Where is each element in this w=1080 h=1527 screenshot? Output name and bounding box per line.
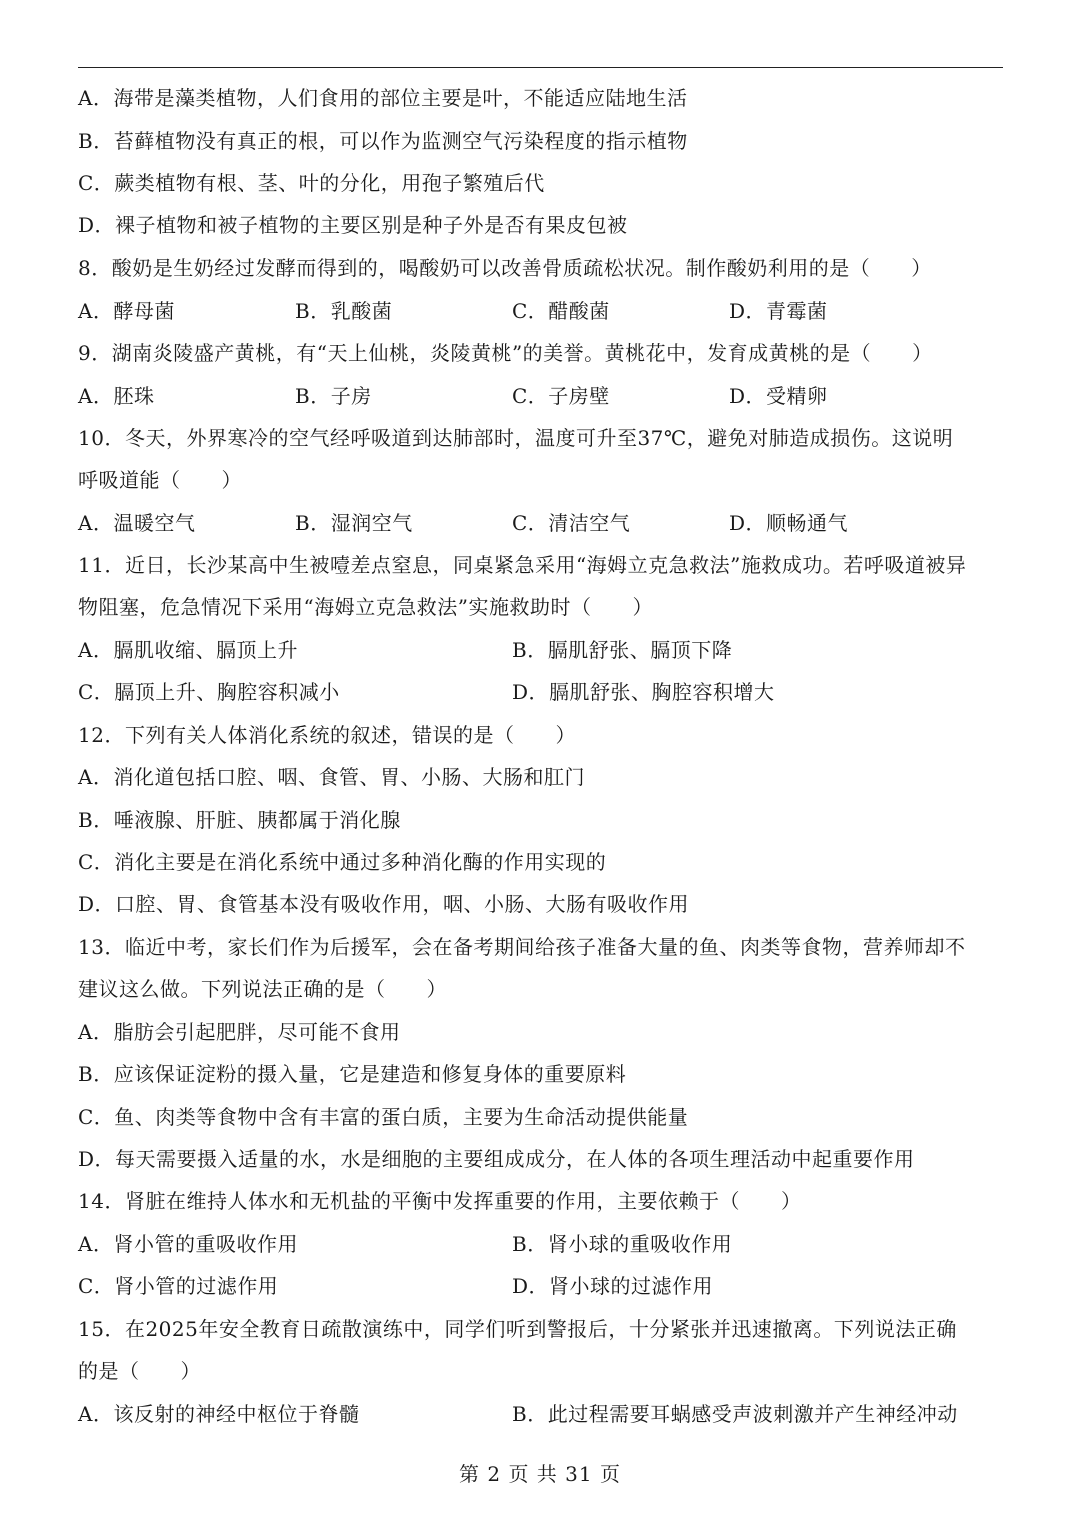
q9-stem: 9．湖南炎陵盛产黄桃，有“天上仙桃，炎陵黄桃”的美誉。黄桃花中，发育成黄桃的是（ ） xyxy=(78,341,933,365)
page-number: 第 2 页 共 31 页 xyxy=(459,1462,621,1486)
q8-option-c: C．醋酸菌 xyxy=(512,299,610,323)
q11-options-row-2 xyxy=(78,678,1008,706)
q11-option-c: C．膈顶上升、胸腔容积减小 xyxy=(78,680,340,704)
q10-option-b: B．湿润空气 xyxy=(295,511,413,535)
header-rule xyxy=(78,67,1003,68)
q14-option-b: B．肾小球的重吸收作用 xyxy=(512,1232,733,1256)
q9-option-c: C．子房壁 xyxy=(512,384,610,408)
prev-option-d: D．裸子植物和被子植物的主要区别是种子外是否有果皮包被 xyxy=(78,213,628,237)
q13-stem-line-1: 13．临近中考，家长们作为后援军，会在备考期间给孩子准备大量的鱼、肉类等食物，营养师却不 xyxy=(78,935,966,959)
q12-option-a: A．消化道包括口腔、咽、食管、胃、小肠、大肠和肛门 xyxy=(78,765,585,789)
q13-option-c: C．鱼、肉类等食物中含有丰富的蛋白质，主要为生命活动提供能量 xyxy=(78,1105,689,1129)
q13-stem-line-2: 建议这么做。下列说法正确的是（ ） xyxy=(78,977,447,1001)
q14-options-row-2 xyxy=(78,1272,1008,1300)
q8-options xyxy=(78,297,1008,325)
q11-stem-line-2: 物阻塞，危急情况下采用“海姆立克急救法”实施救助时（ ） xyxy=(78,595,653,619)
q15-option-a: A．该反射的神经中枢位于脊髓 xyxy=(78,1402,360,1426)
q10-option-a: A．温暖空气 xyxy=(78,511,196,535)
q9-options xyxy=(78,382,1008,410)
q9-option-b: B．子房 xyxy=(295,384,372,408)
q11-stem-line-1: 11．近日，长沙某高中生被噎差点窒息，同桌紧急采用“海姆立克急救法”施救成功。若呼吸道被异 xyxy=(78,553,967,577)
q12-option-b: B．唾液腺、肝脏、胰都属于消化腺 xyxy=(78,808,401,832)
q13-option-d: D．每天需要摄入适量的水，水是细胞的主要组成成分，在人体的各项生理活动中起重要作用 xyxy=(78,1147,915,1171)
q9-option-a: A．胚珠 xyxy=(78,384,155,408)
q11-option-a: A．膈肌收缩、膈顶上升 xyxy=(78,638,298,662)
q14-option-a: A．肾小管的重吸收作用 xyxy=(78,1232,298,1256)
q12-stem: 12．下列有关人体消化系统的叙述，错误的是（ ） xyxy=(78,723,576,747)
prev-option-b: B．苔藓植物没有真正的根，可以作为监测空气污染程度的指示植物 xyxy=(78,129,688,153)
q10-option-c: C．清洁空气 xyxy=(512,511,631,535)
q11-option-b: B．膈肌舒张、膈顶下降 xyxy=(512,638,733,662)
q11-options-row-1 xyxy=(78,636,1008,664)
q14-options-row-1 xyxy=(78,1230,1008,1258)
q8-option-a: A．酵母菌 xyxy=(78,299,175,323)
q10-option-d: D．顺畅通气 xyxy=(729,511,849,535)
q12-option-c: C．消化主要是在消化系统中通过多种消化酶的作用实现的 xyxy=(78,850,607,874)
q15-options-row-1 xyxy=(78,1400,1008,1428)
prev-option-a: A．海带是藻类植物，人们食用的部位主要是叶，不能适应陆地生活 xyxy=(78,86,688,110)
q14-option-c: C．肾小管的过滤作用 xyxy=(78,1274,279,1298)
q15-stem-line-1: 15．在2025年安全教育日疏散演练中，同学们听到警报后，十分紧张并迅速撤离。下列说法正确 xyxy=(78,1317,957,1341)
q15-option-b: B．此过程需要耳蜗感受声波刺激并产生神经冲动 xyxy=(512,1402,958,1426)
q8-option-d: D．青霉菌 xyxy=(729,299,828,323)
q10-stem-line-2: 呼吸道能（ ） xyxy=(78,468,242,492)
q11-option-d: D．膈肌舒张、胸腔容积增大 xyxy=(512,680,775,704)
q15-stem-line-2: 的是（ ） xyxy=(78,1359,201,1383)
q10-stem-line-1: 10．冬天，外界寒冷的空气经呼吸道到达肺部时，温度可升至37℃，避免对肺造成损伤。这说明 xyxy=(78,426,954,450)
q13-option-b: B．应该保证淀粉的摄入量，它是建造和修复身体的重要原料 xyxy=(78,1062,627,1086)
q14-option-d: D．肾小球的过滤作用 xyxy=(512,1274,714,1298)
q10-options xyxy=(78,509,1008,537)
q14-stem: 14．肾脏在维持人体水和无机盐的平衡中发挥重要的作用，主要依赖于（ ） xyxy=(78,1189,802,1213)
q8-option-b: B．乳酸菌 xyxy=(295,299,393,323)
q9-option-d: D．受精卵 xyxy=(729,384,828,408)
q12-option-d: D．口腔、胃、食管基本没有吸收作用，咽、小肠、大肠有吸收作用 xyxy=(78,892,690,916)
q8-stem: 8．酸奶是生奶经过发酵而得到的，喝酸奶可以改善骨质疏松状况。制作酸奶利用的是（ ） xyxy=(78,256,932,280)
prev-option-c: C．蕨类植物有根、茎、叶的分化，用孢子繁殖后代 xyxy=(78,171,545,195)
q13-option-a: A．脂肪会引起肥胖，尽可能不食用 xyxy=(78,1020,401,1044)
